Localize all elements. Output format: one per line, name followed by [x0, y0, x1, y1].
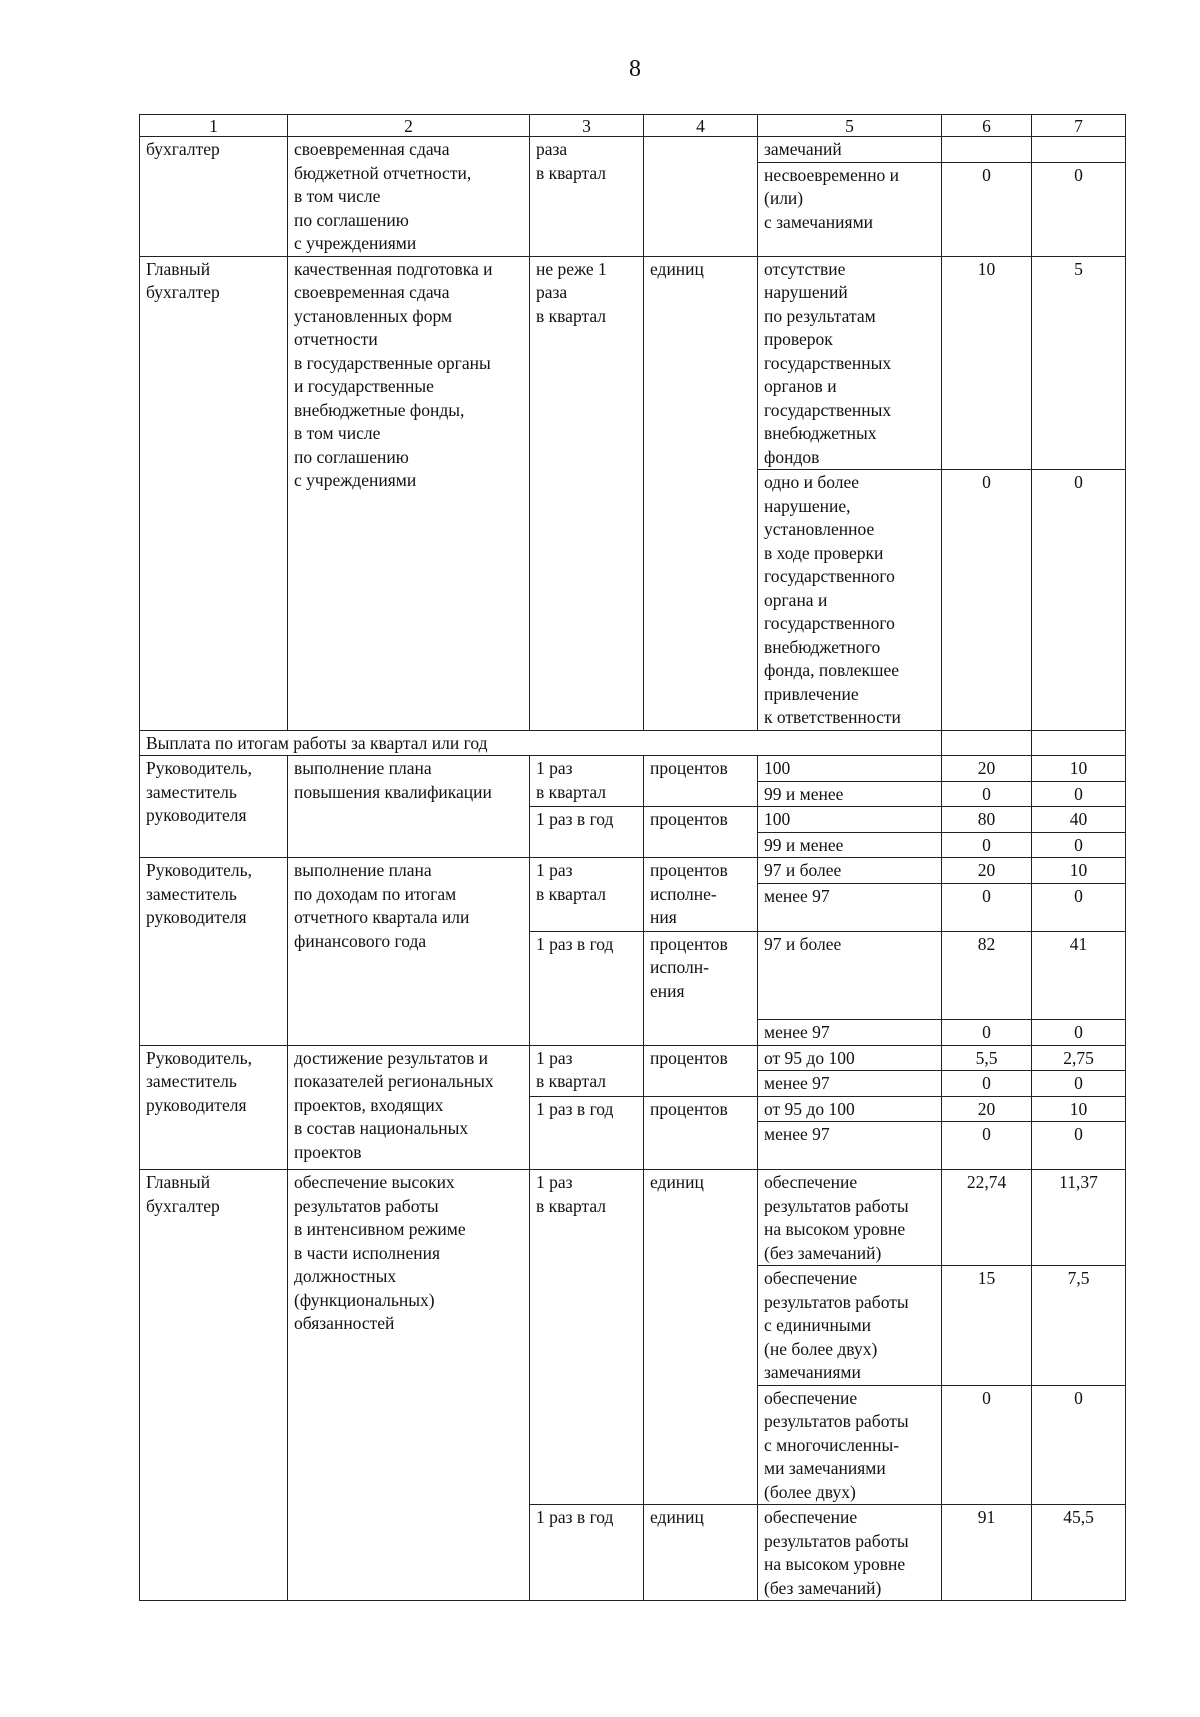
table-cell: Руководитель, заместитель руководителя [140, 858, 288, 1046]
table-cell [942, 730, 1032, 756]
table-cell: 0 [1032, 832, 1126, 858]
table-cell: обеспечение результатов работы с единичными (не более двух) замечаниями [758, 1266, 942, 1386]
table-cell: 0 [1032, 1019, 1126, 1045]
table-cell: 20 [942, 756, 1032, 782]
table-cell: обеспечение высоких результатов работы в интенсивном режиме в части исполнения должностных (функциональных) обязанностей [288, 1170, 530, 1601]
table-cell: бухгалтер [140, 137, 288, 257]
table-cell: менее 97 [758, 883, 942, 931]
table-cell: 0 [1032, 1122, 1126, 1170]
table-cell: 100 [758, 756, 942, 782]
page-number: 8 [629, 56, 641, 82]
table-cell: менее 97 [758, 1019, 942, 1045]
table-cell: выполнение плана повышения квалификации [288, 756, 530, 858]
table-cell: достижение результатов и показателей региональных проектов, входящих в состав национальных проектов [288, 1045, 530, 1170]
table-cell: 0 [1032, 470, 1126, 731]
table-cell: своевременная сдача бюджетной отчетности, в том числе по соглашению с учреждениями [288, 137, 530, 257]
table-cell: 0 [1032, 1071, 1126, 1097]
table-cell: Руководитель, заместитель руководителя [140, 1045, 288, 1170]
table-row [140, 1045, 1126, 1071]
table-cell: 1 раз в год [530, 807, 644, 858]
table-cell: 1 раз в год [530, 1096, 644, 1170]
table-cell: одно и более нарушение, установленное в ходе проверки государственного органа и государственного внебюджетного фонда, повлекшее привлечение к ответственности [758, 470, 942, 731]
table-cell: 0 [942, 1071, 1032, 1097]
table-cell: несвоевременно и (или) с замечаниями [758, 162, 942, 256]
table-cell [942, 137, 1032, 163]
table-cell: 41 [1032, 931, 1126, 1019]
table-cell: процентов [644, 756, 758, 807]
table-cell: Руководитель, заместитель руководителя [140, 756, 288, 858]
table-cell: 99 и менее [758, 781, 942, 807]
table-cell [1032, 730, 1126, 756]
table-cell: 2,75 [1032, 1045, 1126, 1071]
table-row [140, 730, 1126, 756]
table-cell: 100 [758, 807, 942, 833]
table-cell: 0 [942, 162, 1032, 256]
table-cell: 99 и менее [758, 832, 942, 858]
table-row [140, 858, 1126, 884]
table-cell: процентов [644, 1096, 758, 1170]
table-cell: 0 [942, 883, 1032, 931]
table-cell: процентов исполне- ния [644, 858, 758, 932]
table-cell: процентов исполн- ения [644, 931, 758, 1045]
table-cell: единиц [644, 1170, 758, 1505]
table-cell: выполнение плана по доходам по итогам отчетного квартала или финансового года [288, 858, 530, 1046]
table-cell: 20 [942, 1096, 1032, 1122]
column-header-cell: 3 [530, 115, 644, 137]
table-cell: менее 97 [758, 1122, 942, 1170]
table-cell: 1 раз в квартал [530, 858, 644, 932]
table-cell: 0 [1032, 162, 1126, 256]
table-cell: 91 [942, 1505, 1032, 1601]
table-cell: отсутствие нарушений по результатам проверок государственных органов и государственных внебюджетных фондов [758, 256, 942, 470]
table-cell: 0 [1032, 1385, 1126, 1505]
table-cell [644, 137, 758, 257]
table-cell: замечаний [758, 137, 942, 163]
table-cell: процентов [644, 807, 758, 858]
criteria-table [139, 114, 1126, 1601]
column-header-cell: 6 [942, 115, 1032, 137]
table-cell: 5 [1032, 256, 1126, 470]
table-cell: 0 [1032, 781, 1126, 807]
table-cell: 1 раз в год [530, 931, 644, 1045]
table-cell: менее 97 [758, 1071, 942, 1097]
table-cell: Главный бухгалтер [140, 1170, 288, 1601]
table-cell: обеспечение результатов работы на высоком уровне (без замечаний) [758, 1505, 942, 1601]
table-cell: 10 [1032, 1096, 1126, 1122]
table-cell: от 95 до 100 [758, 1045, 942, 1071]
table-cell [1032, 137, 1126, 163]
table-cell: 0 [1032, 883, 1126, 931]
table-cell: 11,37 [1032, 1170, 1126, 1266]
table-cell: обеспечение результатов работы на высоком уровне (без замечаний) [758, 1170, 942, 1266]
table-row [140, 137, 1126, 163]
table-row [140, 256, 1126, 470]
table-cell: от 95 до 100 [758, 1096, 942, 1122]
table-row [140, 756, 1126, 782]
table-cell: единиц [644, 256, 758, 730]
table-cell: 82 [942, 931, 1032, 1019]
table-cell: процентов [644, 1045, 758, 1096]
column-header-cell: 2 [288, 115, 530, 137]
table-cell: 10 [942, 256, 1032, 470]
table-cell: обеспечение результатов работы с многочисленны- ми замечаниями (более двух) [758, 1385, 942, 1505]
column-header-cell: 5 [758, 115, 942, 137]
table-cell: Выплата по итогам работы за квартал или год [140, 730, 942, 756]
table-cell: 80 [942, 807, 1032, 833]
table-cell: 1 раз в год [530, 1505, 644, 1601]
table-cell: 0 [942, 781, 1032, 807]
table-cell: качественная подготовка и своевременная сдача установленных форм отчетности в государственные органы и государственные внебюджетные фонды, в том числе по соглашению с учреждениями [288, 256, 530, 730]
table-cell: раза в квартал [530, 137, 644, 257]
table-cell: единиц [644, 1505, 758, 1601]
table-cell: 0 [942, 1385, 1032, 1505]
table-cell: Главный бухгалтер [140, 256, 288, 730]
table-cell: 10 [1032, 756, 1126, 782]
table-cell: 0 [942, 1019, 1032, 1045]
table-cell: 7,5 [1032, 1266, 1126, 1386]
table-cell: 0 [942, 470, 1032, 731]
table-cell: 40 [1032, 807, 1126, 833]
table-cell: 45,5 [1032, 1505, 1126, 1601]
table-cell: 15 [942, 1266, 1032, 1386]
table-cell: 1 раз в квартал [530, 756, 644, 807]
column-header-cell: 4 [644, 115, 758, 137]
table-cell: 97 и более [758, 858, 942, 884]
table-header-row [140, 115, 1126, 137]
table-cell: 20 [942, 858, 1032, 884]
table-cell: 0 [942, 832, 1032, 858]
table-cell: 1 раз в квартал [530, 1045, 644, 1096]
table-row [140, 1170, 1126, 1266]
table-cell: 22,74 [942, 1170, 1032, 1266]
table-cell: 1 раз в квартал [530, 1170, 644, 1505]
column-header-cell: 7 [1032, 115, 1126, 137]
table-cell: 10 [1032, 858, 1126, 884]
table-cell: не реже 1 раза в квартал [530, 256, 644, 730]
table-cell: 97 и более [758, 931, 942, 1019]
column-header-cell: 1 [140, 115, 288, 137]
table-cell: 5,5 [942, 1045, 1032, 1071]
table-cell: 0 [942, 1122, 1032, 1170]
